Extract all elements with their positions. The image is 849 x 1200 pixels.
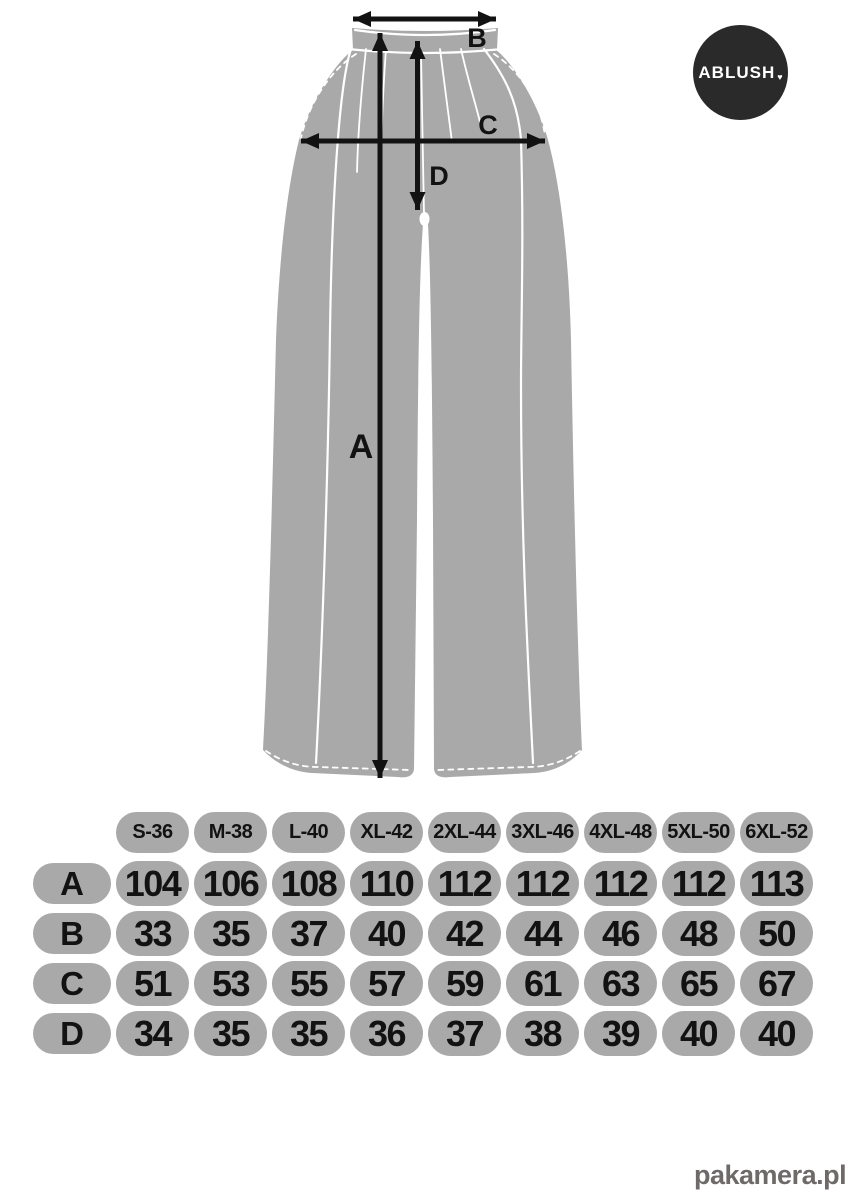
brand-logo <box>693 25 788 120</box>
size-value-cell: 112 <box>428 861 501 906</box>
brand-logo-text: ABLUSH <box>698 62 776 82</box>
size-value-cell: 61 <box>506 961 579 1006</box>
size-column-header: L-40 <box>272 812 345 853</box>
size-value-cell: 110 <box>350 861 423 906</box>
size-value-cell: 65 <box>662 961 735 1006</box>
size-table-header-row <box>116 812 813 853</box>
size-column-header: S-36 <box>116 812 189 853</box>
row-label-pill: B <box>33 913 111 954</box>
size-value-cell: 40 <box>740 1011 813 1056</box>
crotch-gap <box>420 212 430 226</box>
size-value-cell: 38 <box>506 1011 579 1056</box>
row-label-pill: A <box>33 863 111 904</box>
table-row <box>33 961 813 1006</box>
heart-icon: ♥ <box>777 72 783 82</box>
size-value-cell: 53 <box>194 961 267 1006</box>
table-row <box>33 861 813 906</box>
size-value-cell: 63 <box>584 961 657 1006</box>
size-value-cell: 35 <box>194 911 267 956</box>
row-label-pill: D <box>33 1013 111 1054</box>
size-value-cell: 35 <box>272 1011 345 1056</box>
size-value-cell: 50 <box>740 911 813 956</box>
size-value-cell: 42 <box>428 911 501 956</box>
row-label-pill: C <box>33 963 111 1004</box>
size-value-cell: 112 <box>662 861 735 906</box>
table-row <box>33 1011 813 1056</box>
table-row <box>33 911 813 956</box>
size-value-cell: 55 <box>272 961 345 1006</box>
size-value-cell: 37 <box>272 911 345 956</box>
size-value-cell: 39 <box>584 1011 657 1056</box>
size-value-cell: 44 <box>506 911 579 956</box>
size-column-header: XL-42 <box>350 812 423 853</box>
size-value-cell: 36 <box>350 1011 423 1056</box>
measure-label-d: D <box>429 161 449 191</box>
size-value-cell: 37 <box>428 1011 501 1056</box>
size-value-cell: 40 <box>662 1011 735 1056</box>
size-column-header: M-38 <box>194 812 267 853</box>
measure-label-b: B <box>467 23 487 53</box>
size-column-header: 6XL-52 <box>740 812 813 853</box>
size-value-cell: 33 <box>116 911 189 956</box>
size-column-header: 3XL-46 <box>506 812 579 853</box>
size-value-cell: 57 <box>350 961 423 1006</box>
size-value-cell: 35 <box>194 1011 267 1056</box>
size-value-cell: 48 <box>662 911 735 956</box>
size-value-cell: 51 <box>116 961 189 1006</box>
size-value-cell: 59 <box>428 961 501 1006</box>
size-value-cell: 104 <box>116 861 189 906</box>
size-value-cell: 108 <box>272 861 345 906</box>
size-column-header: 2XL-44 <box>428 812 501 853</box>
measure-label-a: A <box>348 428 374 466</box>
size-value-cell: 113 <box>740 861 813 906</box>
size-value-cell: 46 <box>584 911 657 956</box>
size-column-header: 5XL-50 <box>662 812 735 853</box>
size-value-cell: 112 <box>584 861 657 906</box>
size-value-cell: 40 <box>350 911 423 956</box>
site-logo: pakamera.pl <box>694 1160 847 1190</box>
size-value-cell: 112 <box>506 861 579 906</box>
size-column-header: 4XL-48 <box>584 812 657 853</box>
size-value-cell: 106 <box>194 861 267 906</box>
size-value-cell: 34 <box>116 1011 189 1056</box>
measure-label-c: C <box>478 110 498 140</box>
size-value-cell: 67 <box>740 961 813 1006</box>
